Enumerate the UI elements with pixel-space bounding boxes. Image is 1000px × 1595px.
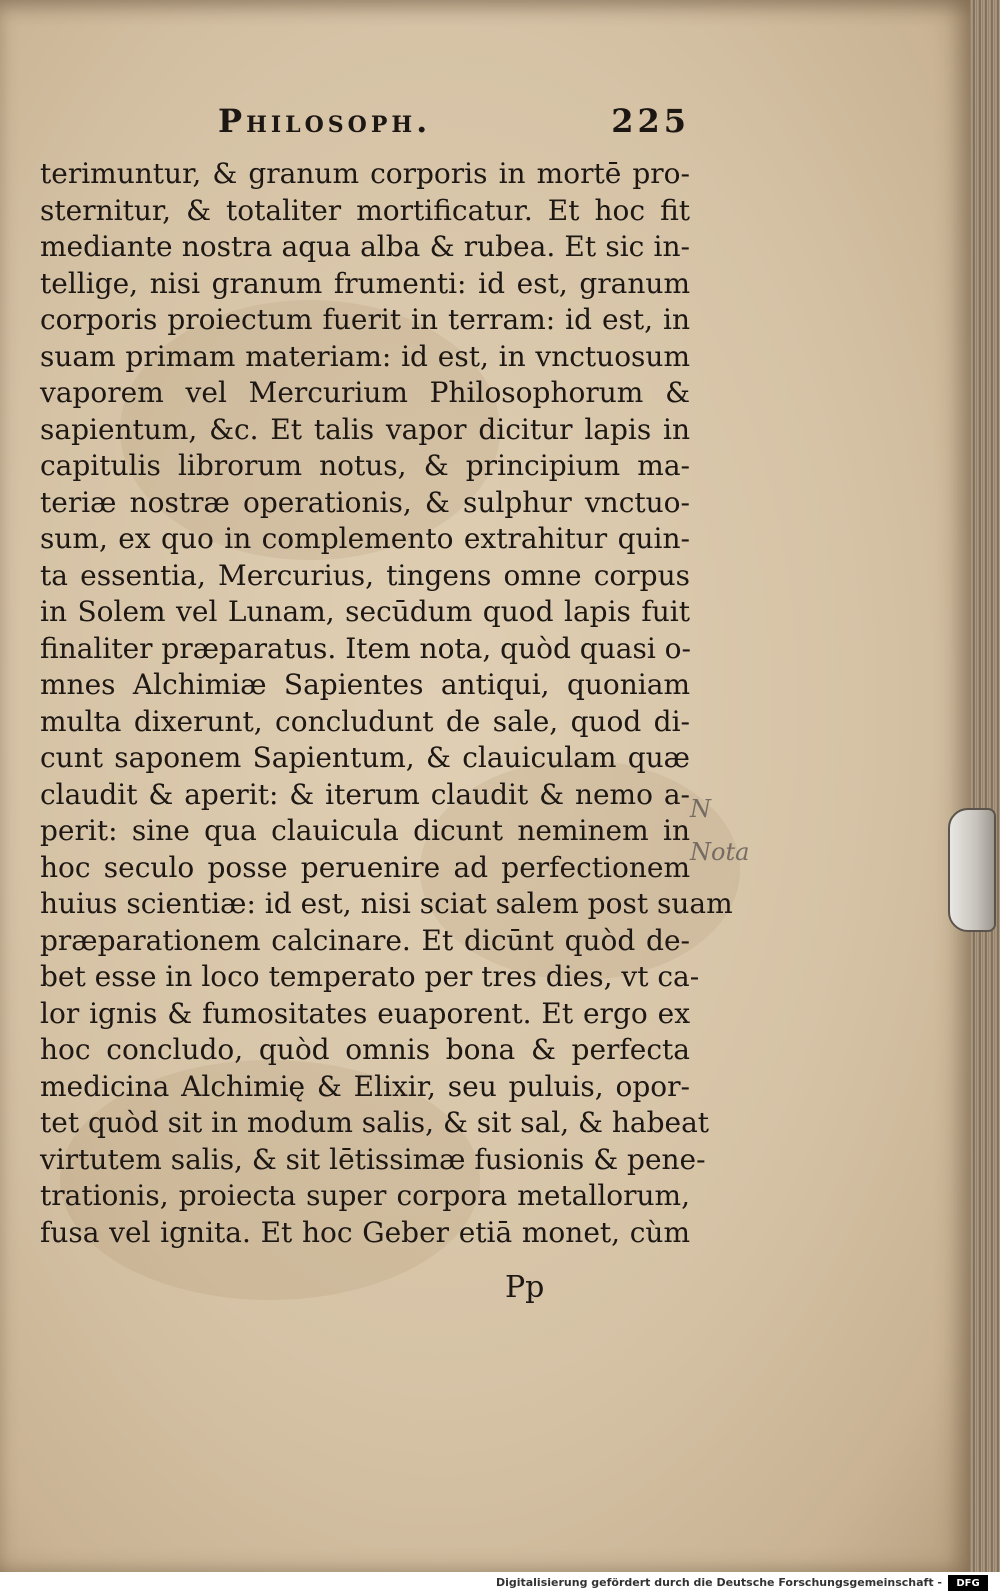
catchword: Pp bbox=[505, 1270, 545, 1305]
text-line: multa dixerunt, concludunt de sale, quod di- bbox=[40, 704, 690, 738]
text-line: sum, ex quo in complemento extrahitur quin- bbox=[40, 522, 690, 555]
text-line: perit: sine qua clauicula dicunt neminem in bbox=[40, 814, 690, 847]
running-title: Philosoph. bbox=[218, 102, 432, 140]
page-number: 225 bbox=[611, 102, 690, 140]
text-line: teriæ nostræ operationis, & sulphur vnctuo- bbox=[40, 485, 690, 519]
text-line: terimuntur, & granum corporis in mortē pro- bbox=[40, 157, 690, 190]
text-line: corporis proiectum fuerit in terram: id est, in bbox=[40, 303, 690, 336]
text-line: tet quòd sit in modum salis, & sit sal, & habeat bbox=[40, 1106, 710, 1139]
text-line: bet esse in loco temperato per tres dies, vt ca- bbox=[40, 960, 700, 993]
text-line: vaporem vel Mercurium Philosophorum & bbox=[40, 376, 690, 409]
text-line: mediante nostra aqua alba & rubea. Et sic in- bbox=[40, 230, 690, 263]
text-line: cunt saponem Sapientum, & clauiculam quæ bbox=[40, 741, 690, 774]
marginal-note: N bbox=[690, 795, 711, 823]
text-line: finaliter præparatus. Item nota, quòd quasi o- bbox=[40, 631, 691, 665]
running-head bbox=[200, 102, 700, 152]
text-line: lor ignis & fumositates euaporent. Et ergo ex bbox=[40, 996, 690, 1030]
marginal-note: Nota bbox=[690, 838, 750, 866]
text-line: trationis, proiecta super corpora metallorum, bbox=[40, 1179, 690, 1212]
text-line: virtutem salis, & sit lētissimæ fusionis & pene- bbox=[40, 1142, 706, 1176]
footer-bar bbox=[0, 1572, 1000, 1595]
text-line: hoc seculo posse peruenire ad perfectionem bbox=[40, 850, 690, 884]
text-line: claudit & aperit: & iterum claudit & nemo a- bbox=[40, 777, 690, 811]
text-line: medicina Alchimię & Elixir, seu puluis, opor- bbox=[40, 1069, 690, 1103]
text-line: præparationem calcinare. Et dicūnt quòd de- bbox=[40, 923, 690, 957]
digitization-credit: Digitalisierung gefördert durch die Deutsche Forschungsgemeinschaft - bbox=[495, 1576, 942, 1589]
text-line: suam primam materiam: id est, in vnctuosum bbox=[40, 339, 690, 373]
text-line: fusa vel ignita. Et hoc Geber etiā monet, cùm bbox=[40, 1215, 690, 1249]
text-line: sternitur, & totaliter mortificatur. Et hoc fit bbox=[40, 193, 690, 227]
text-line: mnes Alchimiæ Sapientes antiqui, quoniam bbox=[40, 668, 690, 701]
text-line: ta essentia, Mercurius, tingens omne corpus bbox=[40, 558, 690, 592]
text-line: hoc concludo, quòd omnis bona & perfecta bbox=[40, 1033, 690, 1066]
dfg-logo-icon: DFG bbox=[948, 1575, 988, 1591]
text-line: huius scientiæ: id est, nisi sciat salem post suam bbox=[40, 887, 733, 920]
text-line: capitulis librorum notus, & principium ma- bbox=[40, 449, 690, 482]
text-line: in Solem vel Lunam, secūdum quod lapis fuit bbox=[40, 595, 690, 628]
text-line: sapientum, &c. Et talis vapor dicitur lapis in bbox=[40, 412, 690, 446]
page-clip bbox=[948, 808, 996, 932]
book-fore-edge bbox=[970, 0, 1000, 1572]
text-line: tellige, nisi granum frumenti: id est, granum bbox=[40, 266, 690, 300]
body-text bbox=[40, 156, 733, 1251]
